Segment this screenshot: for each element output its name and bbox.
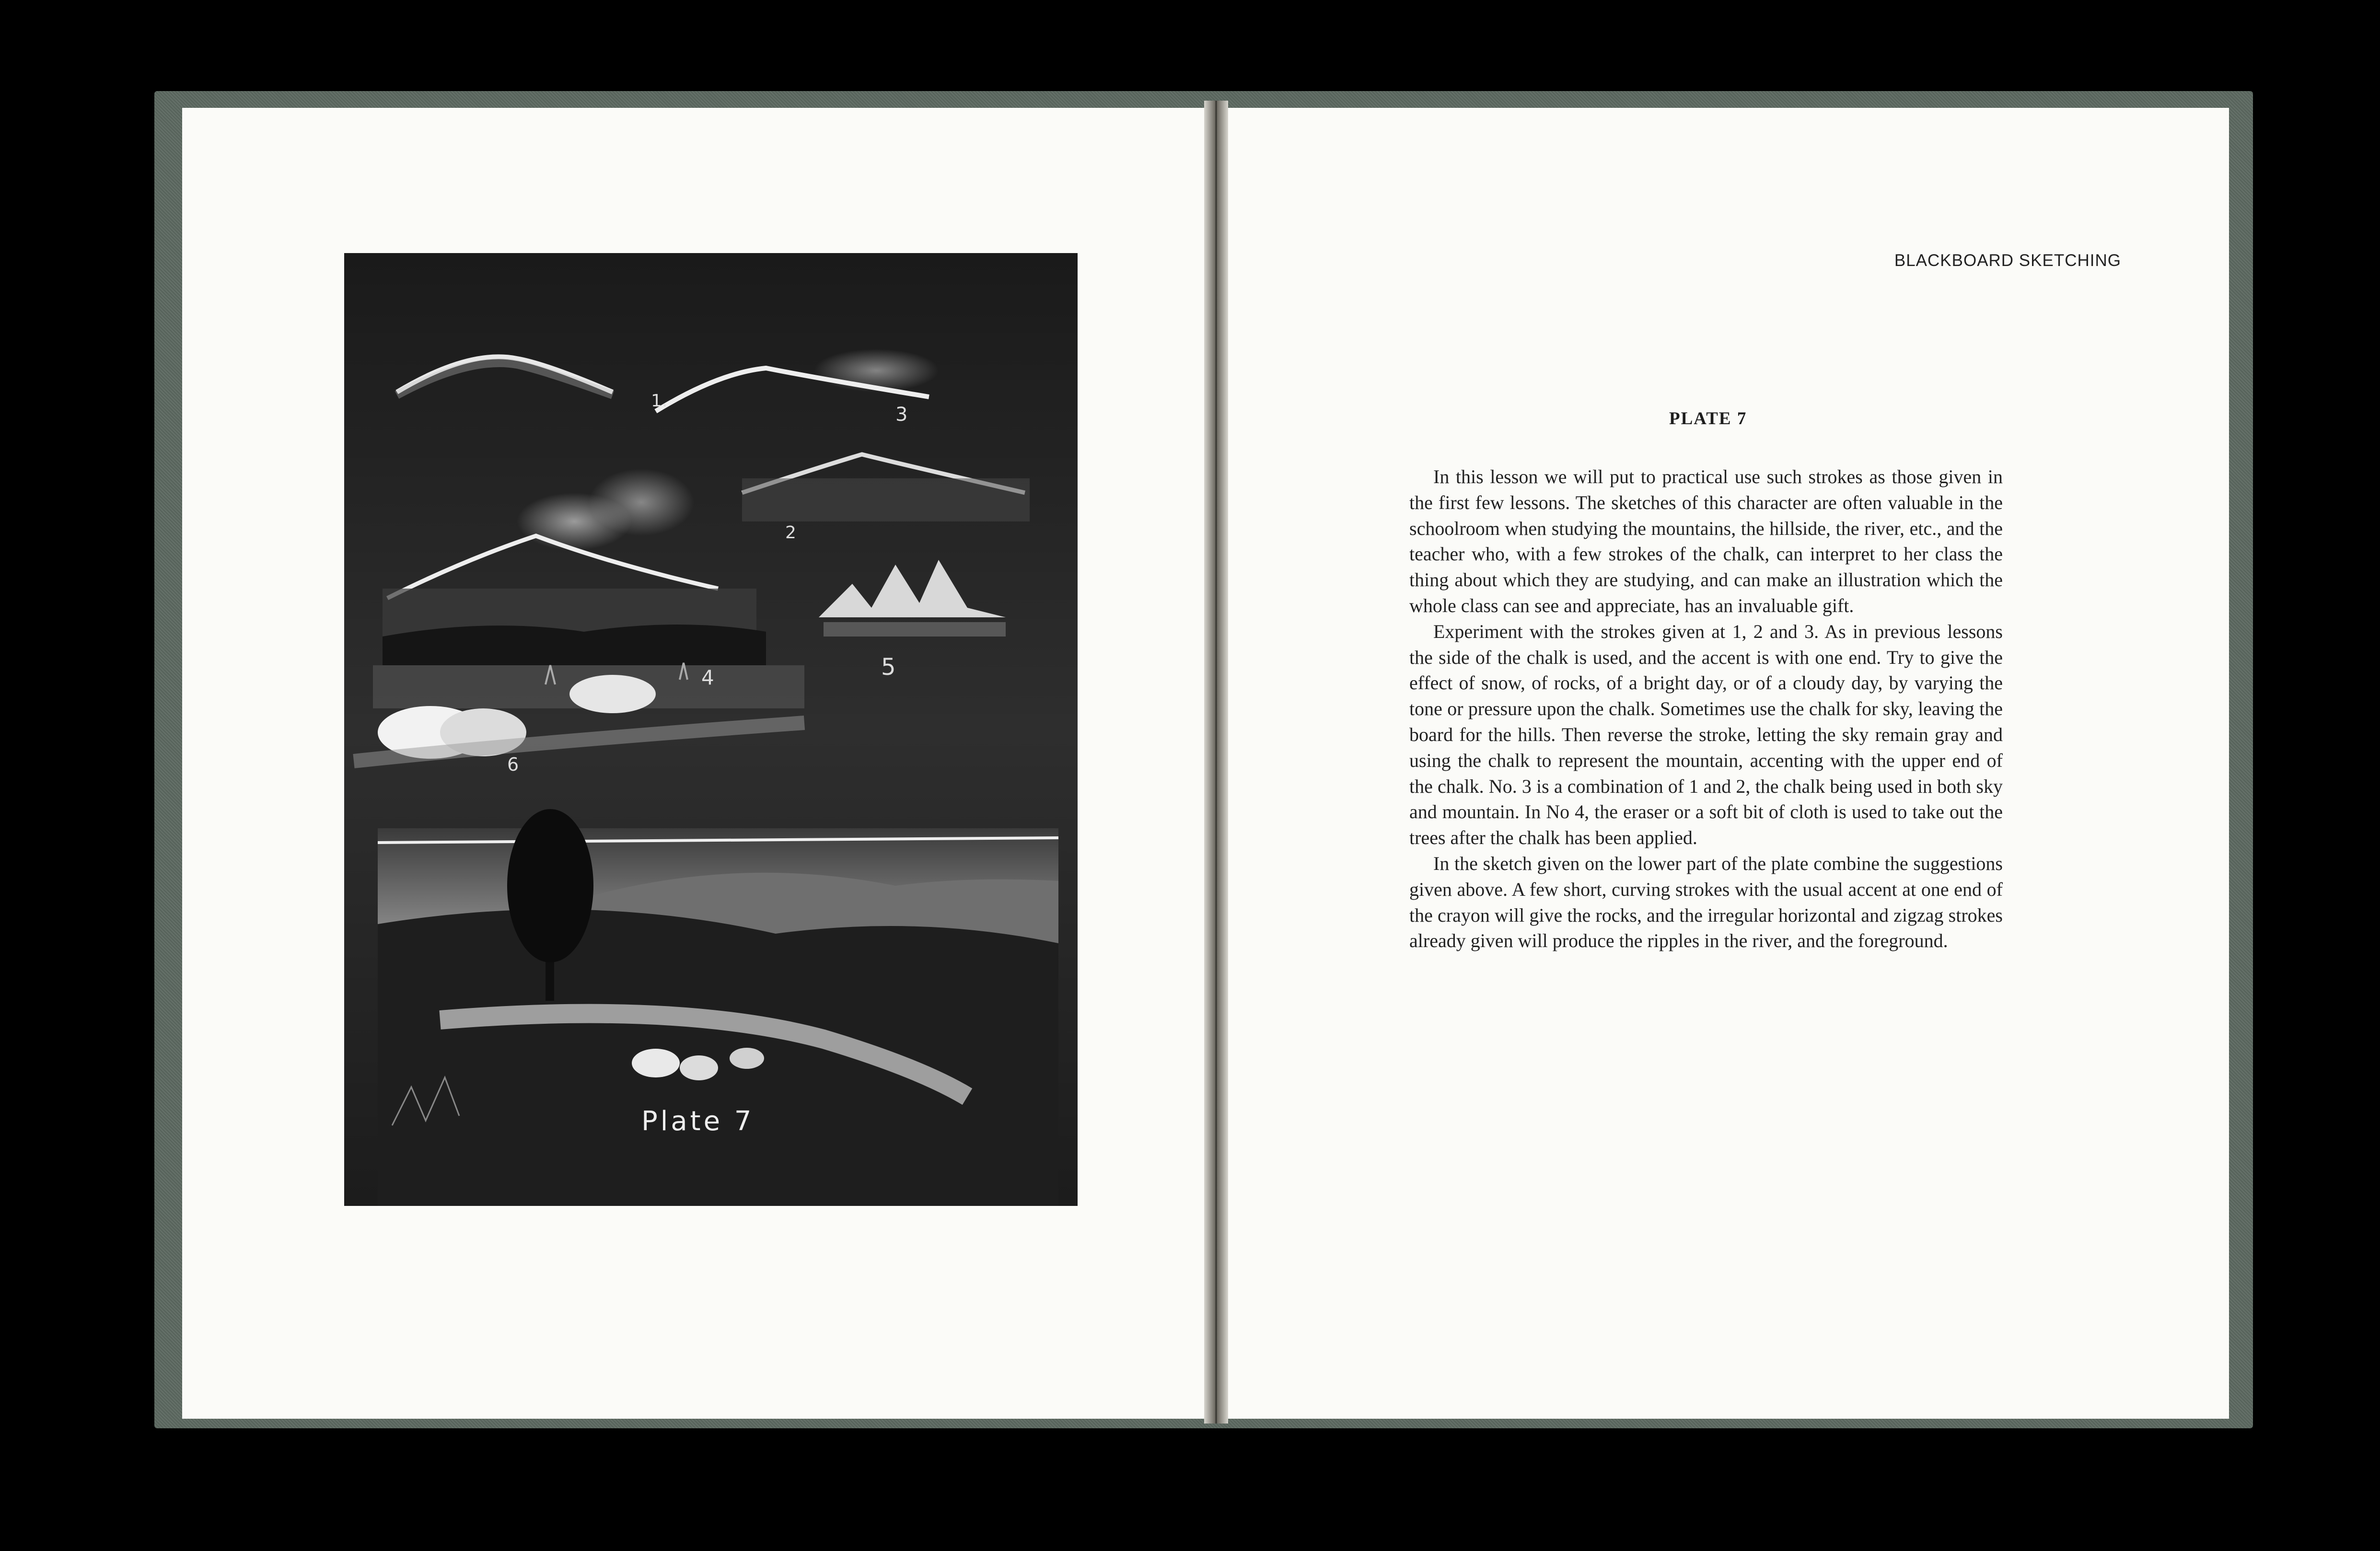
- plate-number-3: 3: [895, 404, 908, 426]
- lower-landscape-sketch: [378, 809, 1058, 1206]
- running-header: BLACKBOARD SKETCHING: [1894, 251, 2121, 270]
- plate-number-1: 1.: [651, 391, 668, 411]
- page-title: PLATE 7: [1669, 409, 1747, 428]
- paragraph-1: In this lesson we will put to practical use such strokes as those given in the first few lessons. The sketches of this character are often valuable in the schoolroom when studying the mountains, the hillside, the river, etc., and the teacher who, with a few strokes of the chalk, can interpret to her class the thing about which they are studying, and can make an illustration which the whole class can see and appreciate, has an invaluable gift.: [1409, 466, 2003, 616]
- plate-number-5: 5: [881, 654, 896, 681]
- plate-number-6: 6: [507, 754, 519, 775]
- plate-number-2: 2: [785, 523, 796, 543]
- book-gutter: [1204, 101, 1228, 1424]
- plate-caption: Plate 7: [641, 1106, 755, 1137]
- paragraph-2: Experiment with the strokes given at 1, 2 and 3. As in previous lessons the side of the chalk is used, and the accent is with one end. Try to give the effect of snow, of rocks, of a bright day, or of a cloudy day, by varying the tone or pressure upon the chalk. Sometimes use the chalk for sky, leaving the board for the hills. Then reverse the stroke, letting the sky remain gray and using the chalk to represent the mountain, accenting with the upper end of the chalk. No. 3 is a combination of 1 and 2, the chalk being used in both sky and mountain. In No 4, the eraser or a soft bit of cloth is used to take out the trees after the chalk has been applied.: [1409, 620, 2003, 849]
- plate-number-4: 4: [701, 666, 714, 689]
- body-text: [1409, 464, 2003, 954]
- paragraph-3: In the sketch given on the lower part of the plate combine the suggestions given above. A few short, curving strokes with the usual accent at one end of the crayon will give the rocks, and the irregular horizontal and zigzag strokes already given will produce the ripples in the river, and the foreground.: [1409, 852, 2003, 952]
- plate-illustration: [344, 253, 1078, 1206]
